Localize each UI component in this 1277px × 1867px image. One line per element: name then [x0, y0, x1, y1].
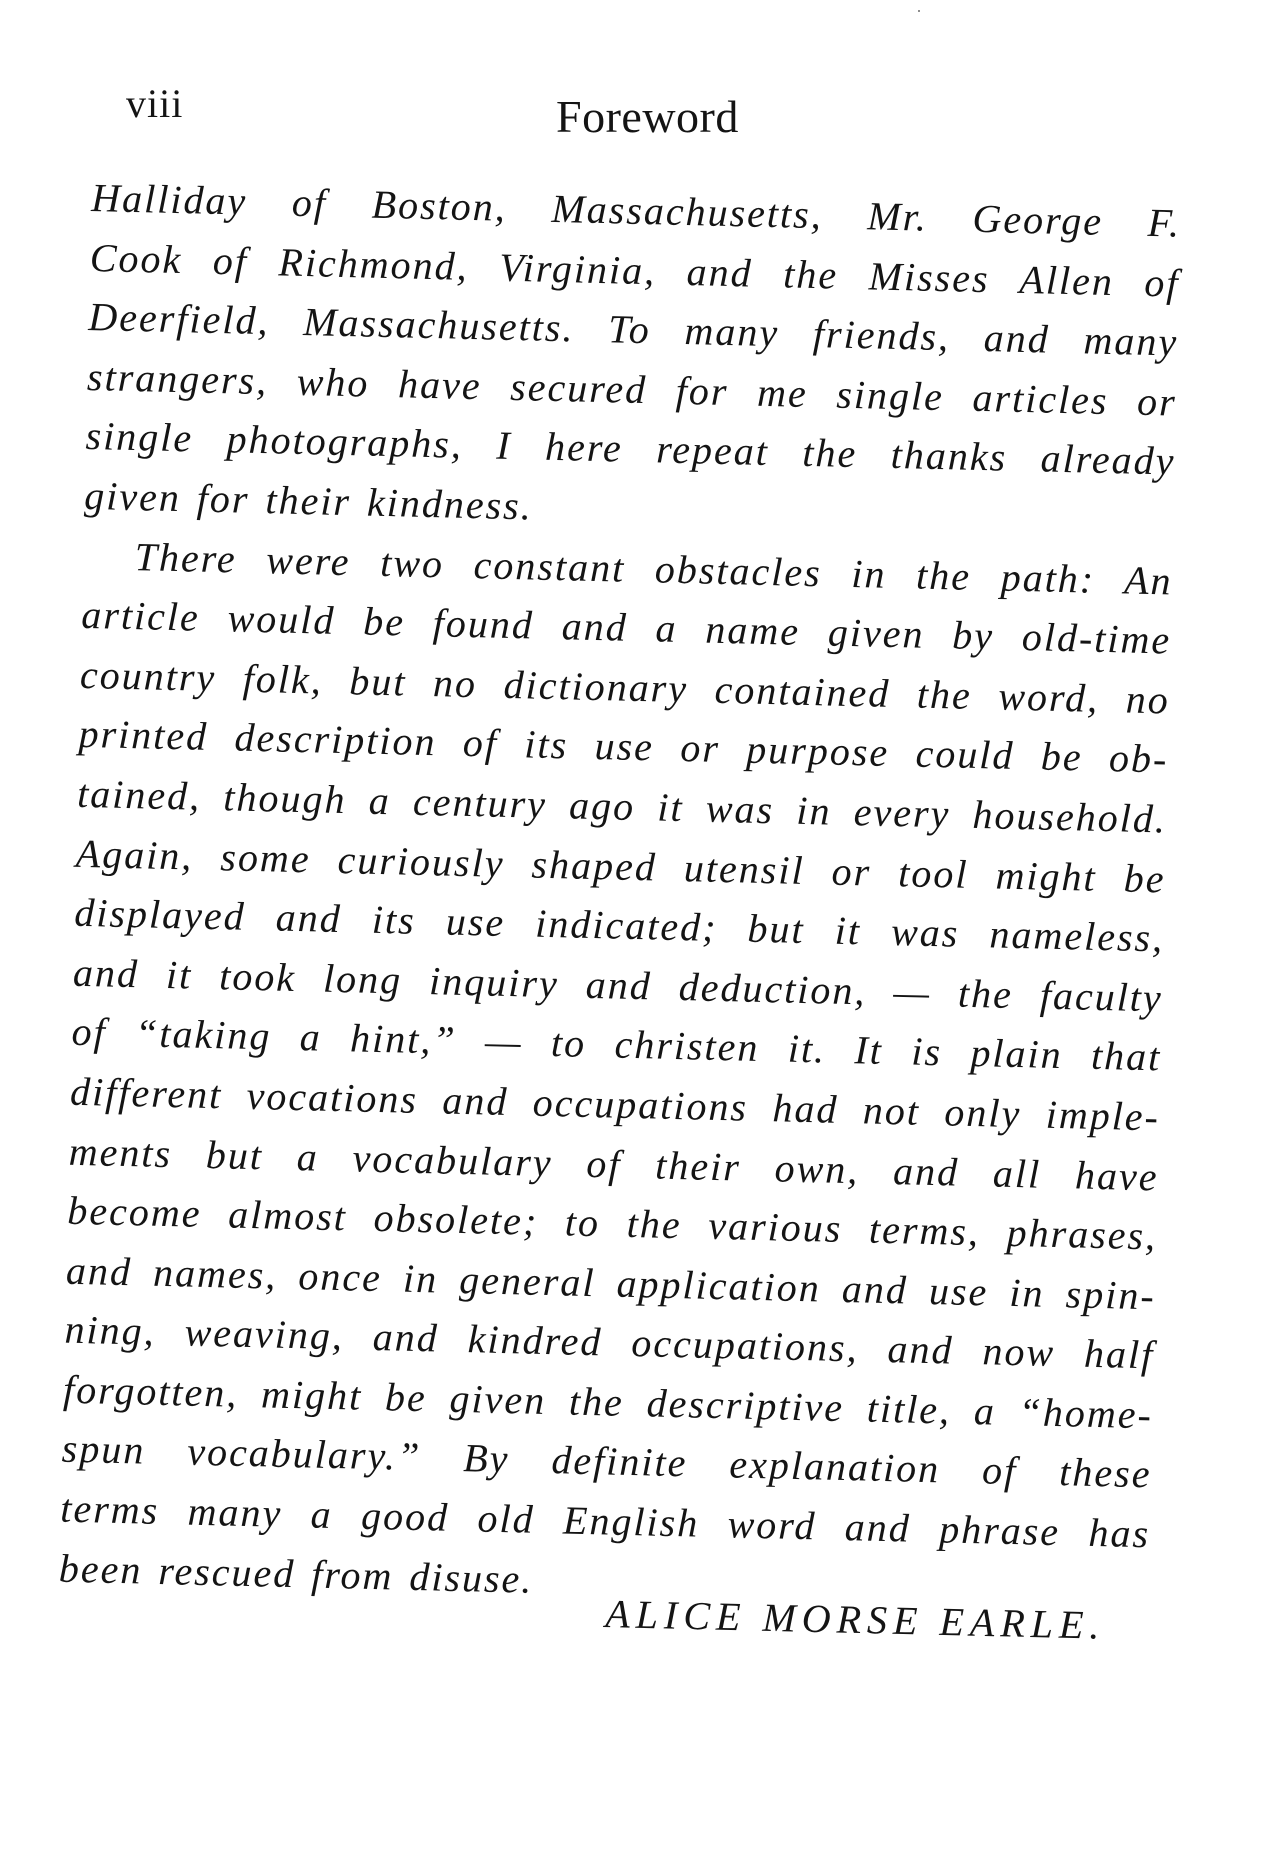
author-signature: ALICE MORSE EARLE. [604, 1590, 1107, 1648]
page-header [0, 0, 1277, 160]
running-head: Foreword [556, 91, 739, 142]
text-line: different vocations and occupations had not only imple- [69, 1068, 1161, 1140]
foreword-body [58, 168, 1181, 1624]
text-line: become almost obsolete; to the various terms, phrases, [66, 1187, 1158, 1259]
text-line: spun vocabulary.” By definite explanation of these [61, 1426, 1153, 1497]
text-line: strangers, who have secured for me single articles or [86, 353, 1178, 425]
text-line: and names, once in general application and use in spin- [65, 1247, 1157, 1319]
text-line: displayed and its use indicated; but it was nameless, [73, 889, 1165, 961]
text-line: ning, weaving, and kindred occupations, and now half [64, 1306, 1155, 1378]
page-number: viii [126, 81, 184, 126]
text-line: printed description of its use or purpose could be ob- [78, 711, 1169, 782]
text-line: article would be found and a name given by old-time [80, 592, 1172, 663]
text-line: forgotten, might be given the descriptive title, a “home- [62, 1366, 1154, 1438]
text-line: Again, some curiously shaped utensil or tool might be [75, 830, 1167, 902]
text-line: There were two constant obstacles in the path: An [134, 533, 1174, 604]
text-line: tained, though a century ago it was in every household. [76, 770, 1168, 842]
text-line: country folk, but no dictionary contained the word, no [79, 651, 1171, 723]
text-line: Cook of Richmond, Virginia, and the Misses Allen of [89, 234, 1181, 306]
text-line: ments but a vocabulary of their own, and all have [68, 1128, 1160, 1199]
text-line: been rescued from disuse. [58, 1545, 534, 1602]
paragraph-obstacles [58, 525, 1173, 1623]
text-line: of “taking a hint,” — to christen it. It is plain that [71, 1009, 1162, 1080]
text-line: terms many a good old English word and phrase has [59, 1485, 1151, 1557]
text-line: and it took long inquiry and deduction, — the faculty [72, 949, 1164, 1021]
text-line: Deerfield, Massachusetts. To many friends, and many [87, 294, 1179, 365]
text-line: single photographs, I here repeat the thanks already [85, 413, 1176, 484]
text-line: given for their kindness. [83, 472, 534, 529]
paragraph-acknowledgements [84, 168, 1182, 551]
text-line: Halliday of Boston, Massachusetts, Mr. George F. [90, 174, 1182, 246]
